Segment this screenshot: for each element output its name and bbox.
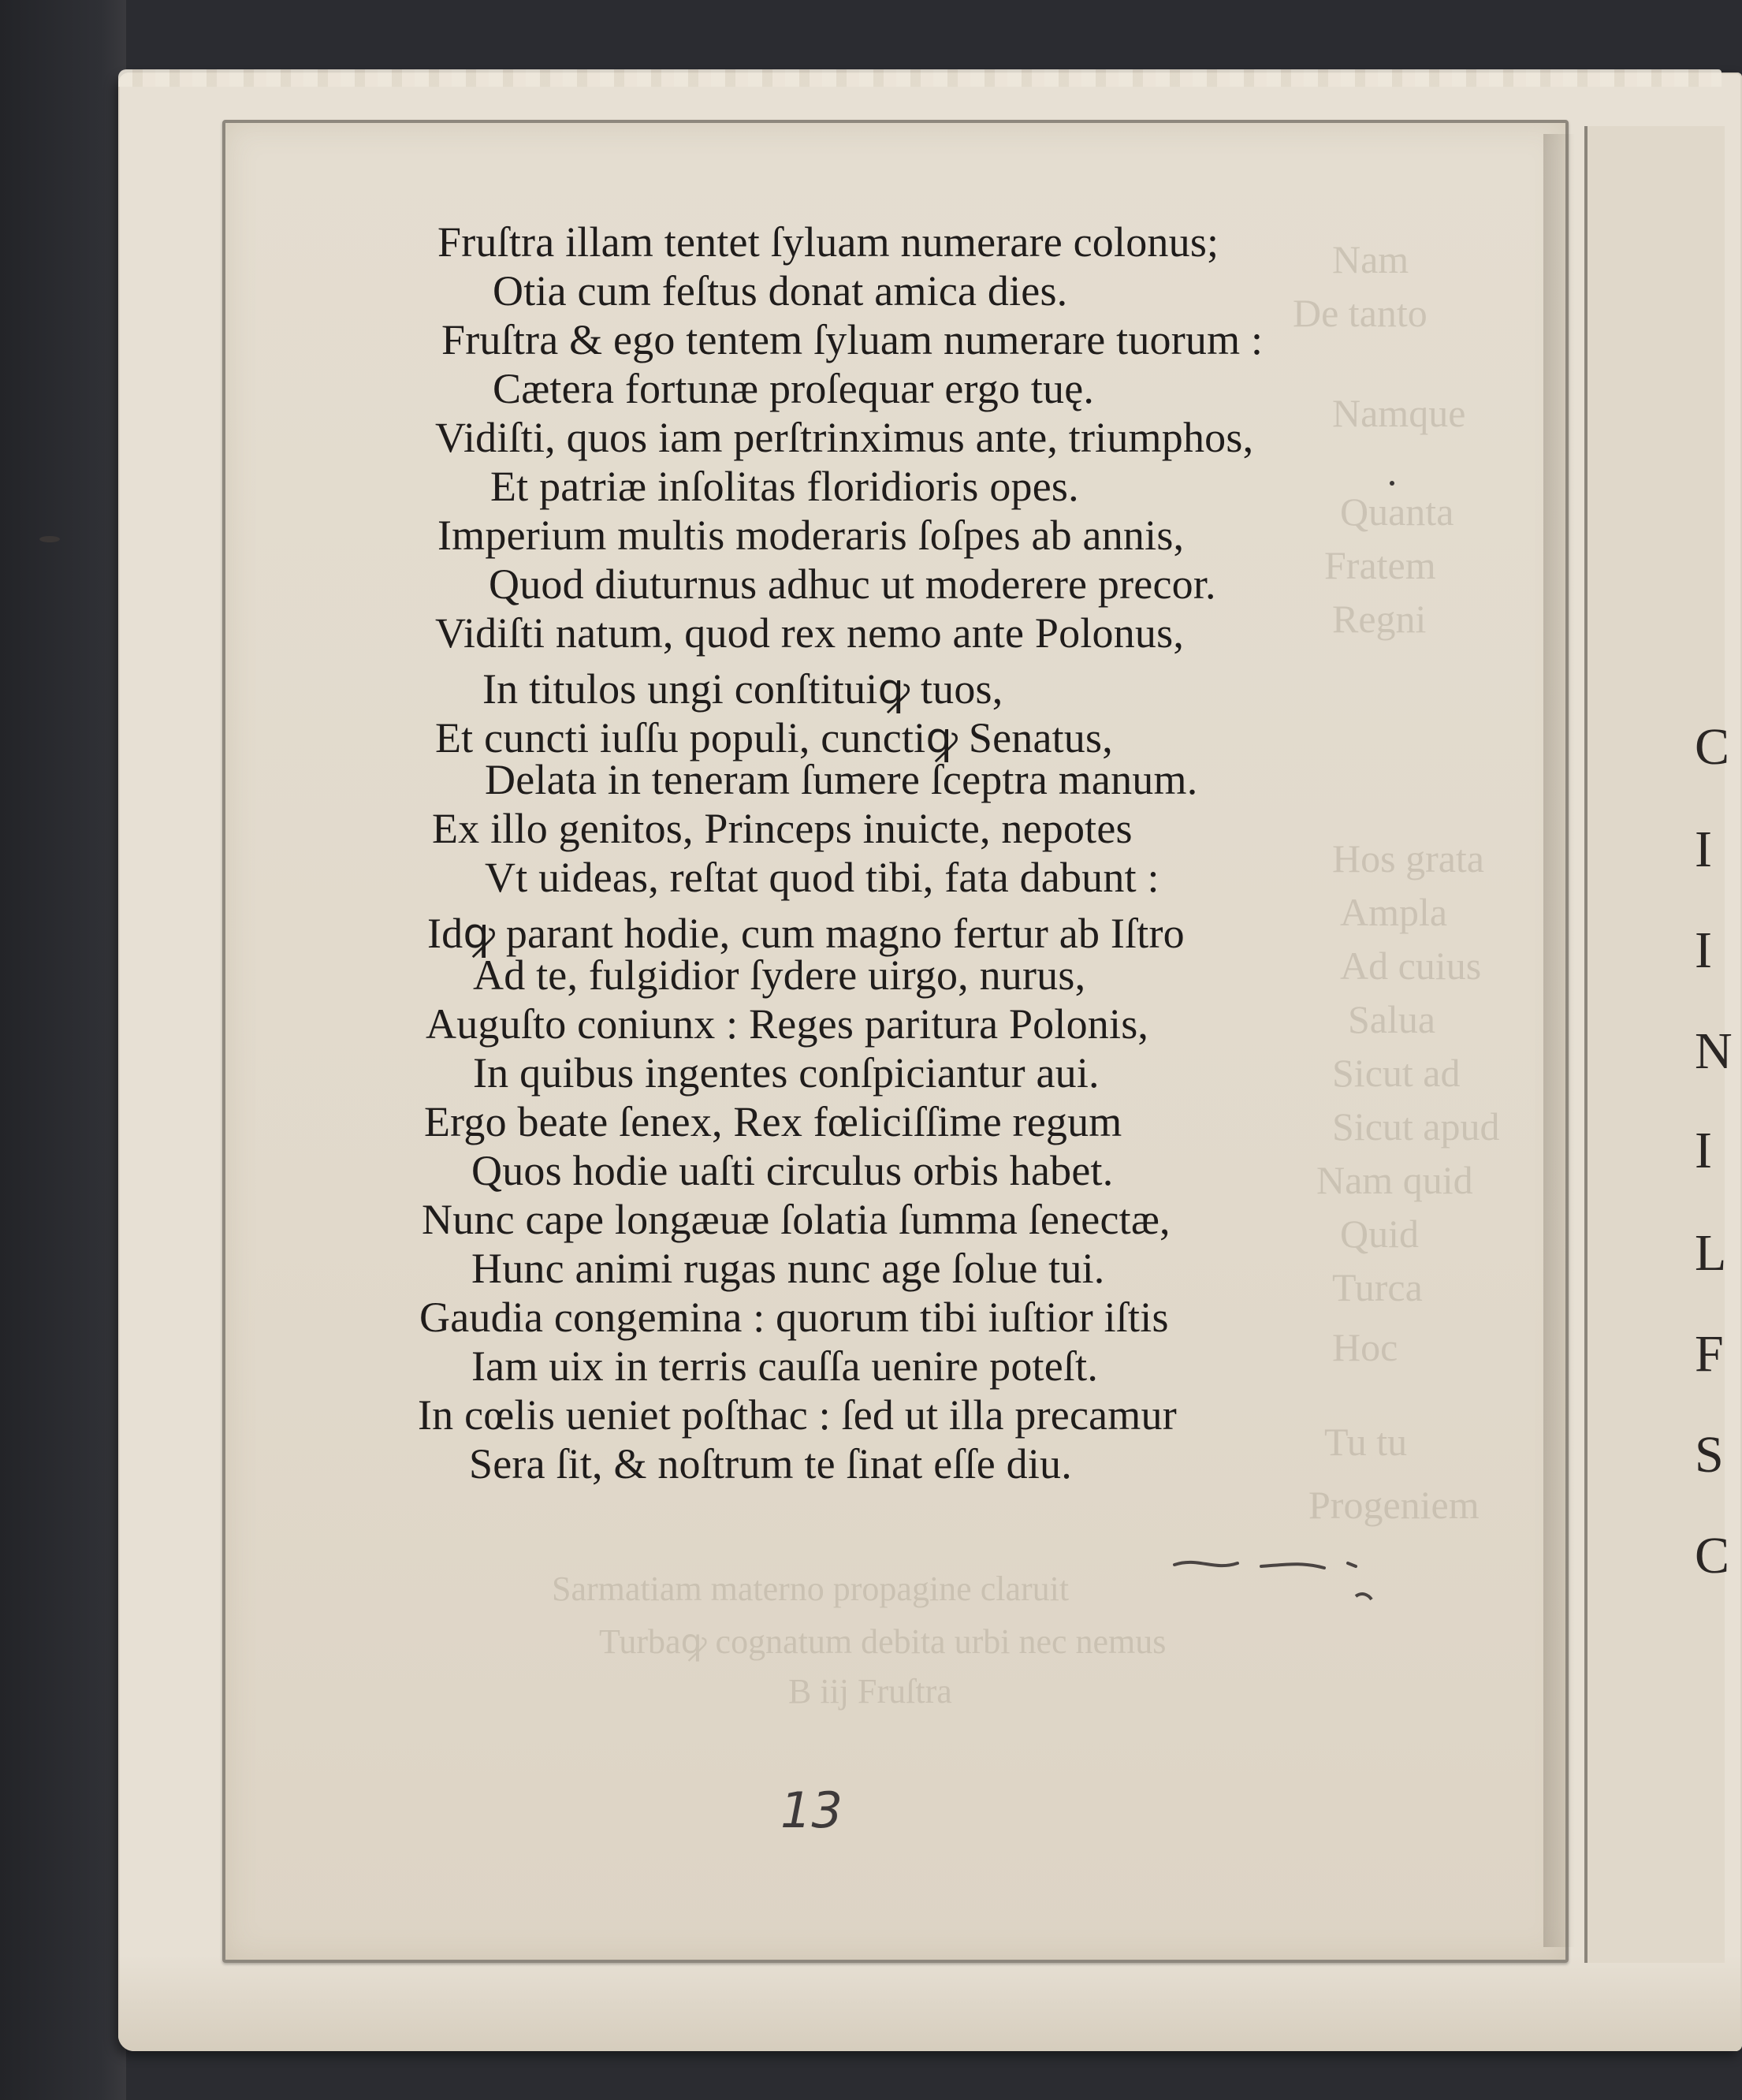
verse-line: In cœlis ueniet poſthac : ſed ut illa precamur	[418, 1391, 1177, 1439]
adjacent-page-letter: I	[1695, 922, 1712, 979]
dark-background	[0, 0, 126, 2100]
adjacent-page-letter: C	[1695, 718, 1730, 776]
see-through-text: Tu tu	[1324, 1420, 1408, 1464]
see-through-text: Sarmatiam materno propagine claruit	[552, 1569, 1070, 1608]
see-through-text: Sicut ad	[1332, 1051, 1461, 1095]
see-through-text: Hos grata	[1332, 836, 1484, 881]
verse-line: Imperium multis moderaris ſoſpes ab annis,	[437, 512, 1185, 559]
see-through-text: Namque	[1332, 391, 1466, 435]
see-through-text: Nam	[1332, 237, 1409, 281]
see-through-text: Nam quid	[1316, 1158, 1473, 1202]
verse-line: Auguſto coniunx : Reges paritura Polonis,	[426, 1000, 1149, 1048]
verse-line: Sera ſit, & noſtrum te ſinat eſſe diu.	[469, 1440, 1072, 1488]
verse-line: Et patriæ inſolitas floridioris opes.	[490, 463, 1079, 510]
verse-line: Vidiſti natum, quod rex nemo ante Polonus,	[435, 609, 1185, 657]
verse-line: Iam uix in terris cauſſa uenire poteſt.	[471, 1342, 1099, 1390]
verse-line: Nunc cape longæuæ ſolatia ſumma ſenectæ,	[422, 1196, 1171, 1243]
verse-line: Fruſtra illam tentet ſyluam numerare colonus;	[437, 218, 1219, 266]
see-through-text: B iij Fruſtra	[788, 1672, 952, 1711]
verse-line: Quos hodie uaſti circulus orbis habet.	[471, 1147, 1114, 1194]
verse-line: Vidiſti, quos iam perſtrinximus ante, triumphos,	[435, 414, 1254, 461]
see-through-text: Quanta	[1340, 490, 1454, 534]
adjacent-page-letter: S	[1695, 1426, 1724, 1484]
see-through-text: De tanto	[1293, 291, 1427, 335]
see-through-text: Ampla	[1340, 890, 1448, 934]
verse-line: Idꝙ parant hodie, cum magno fertur ab Iſtro	[427, 910, 1185, 957]
see-through-text: Regni	[1332, 597, 1427, 641]
verse-line: Fruſtra & ego tentem ſyluam numerare tuorum :	[441, 316, 1264, 363]
verse-line: Ergo beate ſenex, Rex fœliciſſime regum	[424, 1098, 1122, 1145]
dust-mark	[39, 536, 60, 542]
adjacent-page-letter: I	[1695, 821, 1712, 878]
adjacent-page-letter: I	[1695, 1122, 1712, 1179]
see-through-text: Hoc	[1332, 1325, 1398, 1369]
verse-line: Delata in teneram ſumere ſceptra manum.	[485, 756, 1198, 803]
printer-ornament-mark	[1167, 1541, 1395, 1628]
see-through-text: Fratem	[1324, 543, 1436, 587]
adjacent-page-letter: N	[1695, 1022, 1733, 1080]
handwritten-folio-number: 13	[780, 1782, 843, 1839]
see-through-text: Turca	[1332, 1265, 1423, 1309]
dust-mark	[1390, 481, 1394, 486]
see-through-text: Sicut apud	[1332, 1104, 1500, 1149]
see-through-text: Salua	[1348, 997, 1436, 1041]
see-through-text: Quid	[1340, 1212, 1419, 1256]
deckled-edge	[118, 69, 1722, 87]
adjacent-page-letter: C	[1695, 1527, 1730, 1584]
mount-shadow	[118, 1955, 1742, 2051]
verse-line: Quod diuturnus adhuc ut moderere precor.	[489, 560, 1216, 608]
verse-line: Et cuncti iuſſu populi, cunctiꝙ Senatus,	[435, 714, 1113, 761]
adjacent-page-letter: L	[1695, 1224, 1727, 1282]
verse-line: Cætera fortunæ proſequar ergo tuę.	[493, 365, 1095, 412]
verse-line: Vt uideas, reſtat quod tibi, fata dabunt :	[485, 854, 1159, 901]
page-gutter-shadow	[1543, 134, 1575, 1947]
verse-line: In quibus ingentes conſpiciantur aui.	[473, 1049, 1100, 1097]
verse-line: Gaudia congemina : quorum tibi iuſtior iſtis	[419, 1294, 1169, 1341]
verse-line: Otia cum feſtus donat amica dies.	[493, 267, 1068, 315]
verse-line: Hunc animi rugas nunc age ſolue tui.	[471, 1245, 1105, 1292]
see-through-text: Turbaꝙ cognatum debita urbi nec nemus	[599, 1622, 1167, 1661]
see-through-text: Progeniem	[1308, 1483, 1480, 1527]
verse-line: Ad te, fulgidior ſydere uirgo, nurus,	[473, 951, 1086, 999]
verse-line: In titulos ungi conſtituiꝙ tuos,	[482, 665, 1003, 713]
verse-line: Ex illo genitos, Princeps inuicte, nepotes	[432, 805, 1133, 852]
see-through-text: Ad cuius	[1340, 944, 1482, 988]
adjacent-page-letter: F	[1695, 1325, 1724, 1383]
